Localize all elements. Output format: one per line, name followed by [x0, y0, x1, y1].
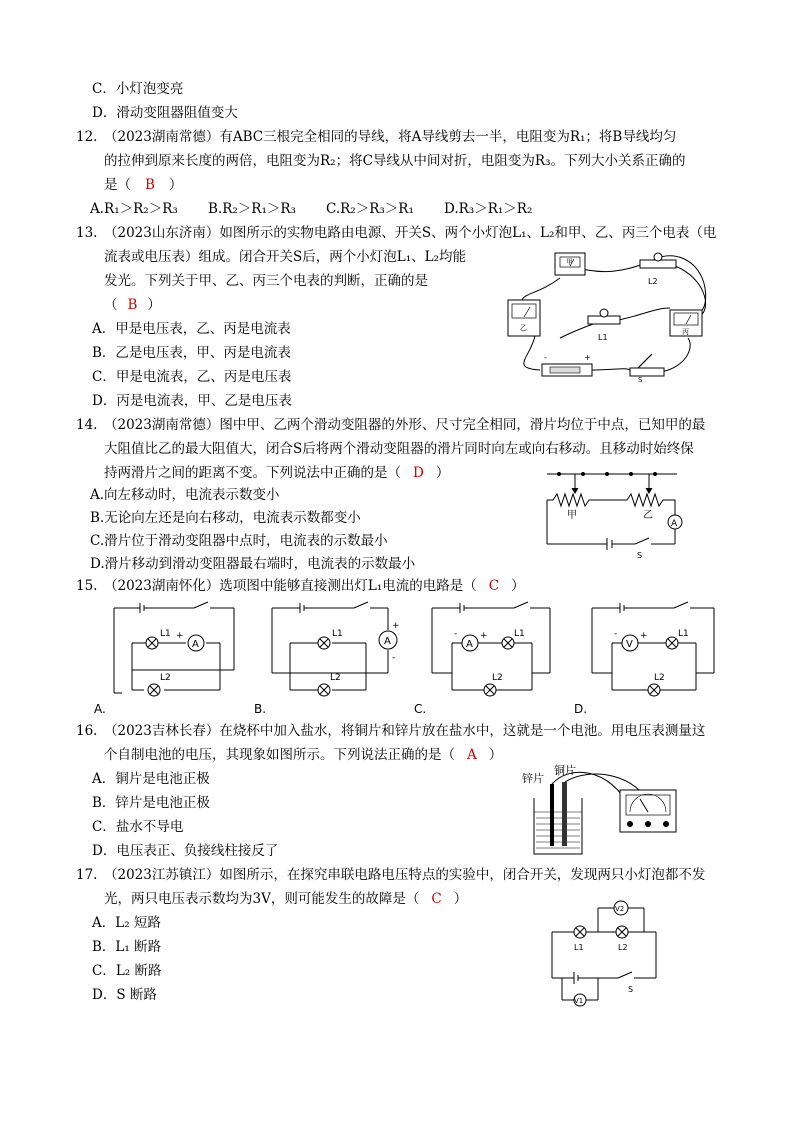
q11-option-d: D．滑动变阻器阻值变大 — [92, 105, 238, 121]
q14-stem-suffix: ） — [435, 465, 450, 481]
q17-stem-suffix: ） — [453, 891, 468, 907]
q13-option-c: C．甲是电流表，乙、丙是电压表 — [92, 369, 292, 385]
voltmeter — [620, 790, 676, 832]
q14-number: 14. — [76, 417, 98, 433]
q15-stem-prefix: （2023湖南怀化）选项图中能够直接测出灯L₁电流的电路是（ — [104, 578, 477, 594]
label-l2: L2 — [160, 673, 171, 683]
q15-number: 15. — [76, 578, 98, 594]
q15-figure-a — [94, 598, 244, 718]
label-v1: V1 — [574, 997, 584, 1005]
label-l2: L2 — [618, 943, 628, 952]
option-label-c: C. — [414, 702, 427, 716]
lamp-l2 — [640, 253, 676, 286]
svg-text:-: - — [544, 353, 547, 362]
label-a: A — [384, 636, 391, 647]
q13-option-b: B．乙是电压表，甲、丙是电流表 — [92, 345, 291, 361]
q14-circuit-figure — [545, 468, 690, 560]
q12-stem-line1: （2023湖南常德）有ABC三根完全相同的导线，将A导线剪去一半，电阻变为R₁；将B导线均匀 — [104, 129, 677, 145]
label-yi: 乙 — [520, 324, 527, 332]
q14-option-d: D.滑片移动到滑动变阻器最右端时，电流表的示数最小 — [90, 556, 416, 572]
q16-answer: A — [467, 747, 477, 763]
label-l1: L1 — [160, 629, 171, 639]
q17-option-b: B．L₁ 断路 — [92, 939, 162, 955]
q15-stem-suffix: ） — [511, 578, 525, 594]
meter-bing — [670, 310, 702, 336]
label-s: S — [638, 376, 643, 384]
label-plus: + — [640, 631, 648, 641]
q13-stem-line3: 发光。下列关于甲、乙、丙三个电表的判断，正确的是 — [104, 273, 428, 289]
q12-number: 12. — [76, 129, 98, 145]
svg-text:+: + — [584, 353, 591, 362]
label-plus: + — [480, 631, 488, 641]
q16-stem-suffix: ） — [488, 747, 503, 763]
label-a: A — [671, 519, 678, 529]
label-bing: 丙 — [682, 328, 689, 336]
q16-number: 16. — [76, 723, 98, 739]
copper-plate — [562, 782, 567, 846]
q17-stem-line2 — [104, 890, 467, 908]
q14-stem-line2: 大阻值比乙的最大阻值大，闭合S后将两个滑动变阻器的滑片同时向左或向右移动。且移动时始终保 — [104, 441, 694, 457]
q12-option-a: A.R₁＞R₂＞R₃ — [90, 201, 178, 217]
q13-stem-line4 — [104, 296, 161, 314]
q16-option-d: D．电压表正、负接线柱接反了 — [92, 843, 279, 859]
q13-stem-line2: 流表或电压表）组成。闭合开关S后，两个小灯泡L₁、L₂均能 — [104, 249, 467, 265]
label-l1: L1 — [514, 629, 525, 639]
battery — [542, 353, 592, 376]
q15-figure-b — [254, 598, 404, 718]
option-label-a: A. — [94, 702, 106, 716]
label-yi: 乙 — [643, 510, 653, 521]
label-s: S — [628, 985, 634, 994]
label-l2: L2 — [654, 673, 665, 683]
label-jia: 甲 — [567, 510, 577, 521]
q13-circuit-figure — [500, 248, 715, 383]
zinc-plate — [550, 784, 554, 846]
q13-stem-line1: （2023山东济南）如图所示的实物电路由电源、开关S、两个小灯泡L₁、L₂和甲、乙、丙三个电表（电 — [104, 225, 717, 241]
q17-stem-line1: （2023江苏镇江）如图所示，在探究串联电路电压特点的实验中，闭合开关，发现两只小灯泡都不发 — [104, 867, 706, 883]
q13-option-d: D．丙是电流表，甲、乙是电压表 — [92, 393, 292, 409]
q11-option-c: C．小灯泡变亮 — [92, 81, 184, 97]
q12-stem-prefix: 是（ — [104, 177, 131, 193]
q16-stem-line2 — [104, 746, 502, 764]
q12-answer: B — [145, 177, 155, 193]
q12-option-d: D.R₃＞R₁＞R₂ — [444, 201, 533, 217]
label-minus: - — [454, 629, 458, 639]
q17-option-c: C．L₂ 断路 — [92, 963, 162, 979]
q15-figure-c — [414, 598, 564, 718]
label-l2: L2 — [330, 673, 341, 683]
q13-answer: B — [127, 297, 138, 313]
label-a: A — [466, 639, 473, 650]
q16-option-c: C．盐水不导电 — [92, 819, 184, 835]
q17-answer: C — [431, 891, 442, 907]
label-minus: - — [614, 629, 618, 639]
q15-stem-line1 — [104, 577, 525, 595]
q16-option-a: A．铜片是电池正极 — [92, 771, 210, 787]
q13-number: 13. — [76, 225, 98, 241]
q12-option-b: B.R₂＞R₁＞R₃ — [208, 201, 296, 217]
option-label-b: B. — [254, 702, 267, 716]
q12-stem-line3 — [104, 176, 182, 194]
option-label-d: D. — [574, 702, 588, 716]
q15-figure-d — [574, 598, 724, 718]
label-plus: + — [392, 621, 400, 631]
q17-number: 17. — [76, 867, 98, 883]
label-plus: + — [176, 631, 184, 641]
q16-stem-prefix: 个自制电池的电压，其现象如图所示。下列说法正确的是（ — [104, 747, 455, 763]
q14-option-a: A.向左移动时，电流表示数变小 — [90, 487, 280, 503]
label-s: S — [637, 551, 643, 560]
label-minus: - — [392, 653, 396, 663]
q13-stem-suffix: ） — [147, 297, 161, 313]
label-l1: L1 — [598, 333, 608, 342]
label-l1: L1 — [678, 629, 689, 639]
q16-option-b: B．锌片是电池正极 — [92, 795, 210, 811]
label-jia: 甲 — [566, 258, 573, 266]
q12-option-c: C.R₂＞R₃＞R₁ — [326, 201, 414, 217]
label-v2: V2 — [615, 905, 625, 913]
q17-circuit-figure — [548, 898, 660, 1006]
meter-yi — [508, 300, 540, 336]
q17-option-a: A．L₂ 短路 — [92, 915, 161, 931]
label-l1: L1 — [574, 943, 584, 952]
label-copper: 铜片 — [554, 764, 576, 777]
label-l2: L2 — [648, 277, 658, 286]
q17-stem-prefix: 光，两只电压表示数均为3V，则可能发生的故障是（ — [104, 891, 420, 907]
meter-jia — [555, 253, 585, 275]
q12-stem-line2: 的拉伸到原来长度的两倍，电阻变为R₂；将C导线从中间对折，电阻变为R₃。下列大小关系正确的 — [104, 153, 686, 169]
q13-option-a: A．甲是电压表，乙、丙是电流表 — [92, 321, 291, 337]
q14-answer: D — [413, 465, 424, 481]
q16-battery-figure — [520, 764, 690, 858]
q15-answer: C — [488, 578, 500, 594]
q16-stem-line1: （2023吉林长春）在烧杯中加入盐水，将铜片和锌片放在盐水中，这就是一个电池。用电压表测量这 — [104, 723, 706, 739]
label-l2: L2 — [492, 673, 503, 683]
q14-stem-prefix: 持两滑片之间的距离不变。下列说法中正确的是（ — [104, 465, 401, 481]
lamp-l1 — [588, 309, 620, 342]
q13-stem-prefix: （ — [104, 297, 118, 313]
label-a: A — [192, 639, 199, 650]
q14-option-b: B.无论向左还是向右移动，电流表示数都变小 — [90, 510, 361, 526]
q14-stem-line1: （2023湖南常德）图中甲、乙两个滑动变阻器的外形、尺寸完全相同，滑片均位于中点，已知甲的最 — [104, 417, 706, 433]
q14-option-c: C.滑片位于滑动变阻器中点时，电流表的示数最小 — [90, 533, 388, 549]
q12-stem-suffix: ） — [168, 177, 183, 193]
switch-s — [630, 354, 664, 384]
q14-stem-line3 — [104, 464, 449, 482]
label-v: V — [626, 639, 633, 650]
q17-option-d: D．S 断路 — [92, 987, 157, 1003]
label-l1: L1 — [332, 629, 343, 639]
label-zinc: 锌片 — [522, 772, 544, 785]
